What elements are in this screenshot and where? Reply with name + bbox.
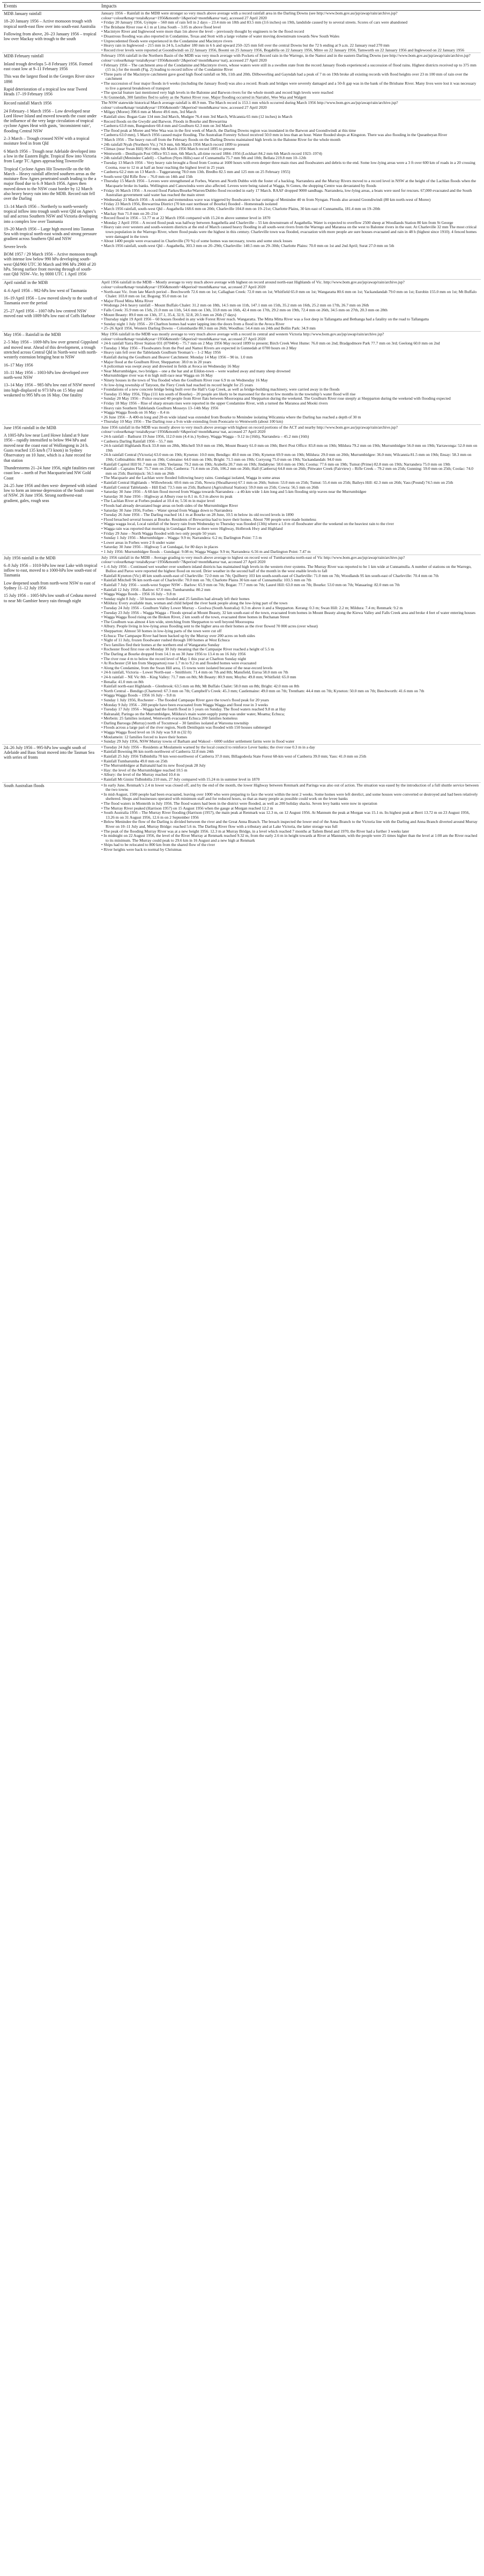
impact-summary: June 1956 rainfall in the MDB was mostly above to very much above average with highest on record portions of the ACT and nearby http://www.bom.gov.au/jsp/awap/rain/archive.jsp?colour=colour&map=totals&year=1956&month=6&period=month&area=nat, accessed 27 April 2020 bbox=[101, 424, 398, 435]
events-cell bbox=[2, 53, 100, 100]
impact-bullet: • 24h rainfall (Menindee Cadell) – Charlton (Nyes Hills) east of Cunnamulla 75.7 mm 9th and 10th; Bellata 219.8 mm 10–12th bbox=[101, 156, 479, 161]
impact-bullet: • Tuesday 23 July 1956 – Wagga Wagga – Floods spread at Mount Beauty, 32 km south-east of the town, evacuated from homes in Mount Beauty along the Kiewa Valley and Falls Creek area and broke 4 feet of water entering houses bbox=[101, 611, 479, 616]
impact-bullet: • Tuesday 1 May 1956 – Floodwaters from the Peel and Namoi Rivers are expected in Gunnedah at 0700 hours on 2 May bbox=[101, 346, 479, 351]
impact-bullet: • 24-h rainfall – NE Vic 8th – King Valley: 71.7 mm on 8th; Mt Beauty: 80.9 mm; Moyhu: 49.8 mm; Whitfield: 65.0 mm bbox=[101, 675, 479, 680]
event-text: 24–25 June 1956 and then west- deepened with inland low to form an intense depression of the South coast of NSW. 26 June 1956. Strong northwest-east gradient, gales, rough seas bbox=[4, 483, 97, 503]
table-row bbox=[2, 11, 481, 53]
impact-bullet: • Wentworth – Deniliquin Post Office 93.5 mm, 6th March, all-time record 1884–1956 (Lockhart 84.2 mm 6th March record 1923–1974) bbox=[101, 152, 479, 156]
impact-bullet: • Hay: the level of the Murrumbidgee reached 10.5 m bbox=[101, 768, 479, 773]
impacts-cell bbox=[100, 424, 481, 555]
impact-bullet: • Wagga Wagga flood rising on the Broken River, 2 km south of the town, evacuated three homes in Buchanan Street bbox=[101, 615, 479, 620]
impact-bullet: • Unprecedented floods were experienced in the Condamine and Macintyre rivers bbox=[101, 39, 479, 44]
impact-bullet: • Tuesday 24 July 1956 – Goulburn Valley Lower Murray – Goolwa (South Australia): 0.3 m above it and a Shepparton. Kerang: 0.3 m; Swan Hill: 2.2 m; Mildura: 7.4 m; Renmark: 9.2 m bbox=[101, 606, 479, 611]
events-cell bbox=[2, 424, 100, 555]
impact-bullet: • The Goulburn was almost 4 km wide, stretching from Shepparton to well beyond Mooroopna bbox=[101, 620, 479, 625]
impact-bullet: • Monday 9 July 1956 – 200 people have been evacuated from Wagga Wagga and flood rose in 3 weeks bbox=[101, 703, 479, 708]
impact-bullet: • Friday 20 January 1956, Gympie – 560 mm of rain fell in 2 days – 23.4 mm on 18th and 83.5 mm (3.6 inches) on 19th, landslide caused by to several streets. Scores of cars were abandoned bbox=[101, 20, 479, 25]
impact-summary: January 1956 – Rainfall in the MDB were stronger so very much above average with a record rainfall area in the Darling Downs (see http://www.bom.gov.au/jsp/awap/rain/archive.jsp?colour=colour&map=totals&year=1956&month=1&period=month&area=nat), accessed 27 April 2020 bbox=[101, 11, 398, 20]
impact-bullet: • At Gunnedah, 300 families fled to safety as the Namoi River rose. Major flooding occurred in Narrabri, Wee Waa and Walgett bbox=[101, 95, 479, 100]
impact-summary: 7 March 1956 – The heavy run-off from the February floods on the Darling Downs maintained high levels in the Balonne River for the whole month bbox=[101, 137, 341, 143]
event-text: 6–8 July 1956 – 1010-hPa low near Lake with tropical inflow to east, moved to a 1000-hPa low south-east of Tasmania bbox=[4, 563, 98, 578]
impact-bullet: • Murrumbidgee river was 4 m high mill-race near Wagga on 16 May bbox=[101, 373, 479, 378]
impact-bullet: • At Rochester (50 km from Shepparton) rose 1.7 m to 9.2 m and flooded homes were evacuated bbox=[101, 661, 479, 666]
impact-bullet: • A policeman was swept away and drowned in fields at Avoca on Wednesday 16 May bbox=[101, 364, 479, 369]
impact-bullet: • 25–26 April 1956, Western Darling Downs – Colombardie 80.3 mm on 26th; Woodhus: 54.4 mm on 24th and Bollin Park: 34.9 mm bbox=[101, 326, 479, 331]
impact-bullet: • Rainfall during the Goulburn and Beaver Catchment: Monday 14 May 1956 – 90 in. 1.0 mm bbox=[101, 355, 479, 360]
impact-bullet: • The flood waters in Monteith in July 1956. The flood waters had been in the district were flooded, as well as 200 holiday shacks. Seven levy banks were now in operation bbox=[101, 802, 479, 806]
impact-bullet: • The river rose 4 m to below the record level of May 1 this year at Charlton Sunday night bbox=[101, 657, 479, 662]
event-text: Low deepened south from north-west NSW to east of Sydney 11–12 July 1956 bbox=[4, 580, 95, 590]
impact-bullet: • Heavy rain Southern Tablelands Goulburn Mosseys 13–14th May 1956 bbox=[101, 406, 479, 411]
impact-bullet: • Night of 11 July, frozen floodwater rushed through 100 homes at West Echuca bbox=[101, 638, 479, 643]
event-text: 25–27 April 1956 – 1007-hPa low centred NSW moved east with 1009-hPa low east of Coffs Harbour bbox=[4, 308, 95, 318]
impact-bullet: • Rainfall Capitol Hill 91.7 mm on 19th; Yeelanna: 79.2 mm on 19th; Arabella 20.7 mm on 19th; Jindabyne: 58.6 mm on 19th; Cooma: 77.6 mm on 19th; Tumut (Prime) 82.8 mm on 19th; Narrandera 75.0 mm on 19th bbox=[101, 462, 479, 467]
impact-bullet: • 1–6 July 1956 – Continued wet weather over southern inland districts has maintained high levels in the western river systems. The Murray River was reported to be 1 km wide at Cunnamulla. A number of stations on the Warrego, Bulloo and Paroo were reported the highest flood on record. Drier weather in the second half of the month in the west enable levels to fall bbox=[101, 565, 479, 574]
impact-bullet: • Macintyre River and Inglewood were more than 1m above the level – previously thought by engineers to be the flood record bbox=[101, 29, 479, 34]
impact-bullet: • Merbein: 25 families isolated, Wentworth evacuated Echuca 200 families homeless bbox=[101, 716, 479, 721]
event-text: Severe levels bbox=[4, 244, 27, 249]
impact-bullet: • Tuesday 24 July 1956 – Residents at Moulamein warned by the local council to reinforce Lever banks; the river rose 0.3 m in a day bbox=[101, 745, 479, 750]
event-text: This was the largest flood in the Georges River since 1898 bbox=[4, 74, 95, 84]
event-text: 13–14 March 1956 – Northerly to north-westerly tropical inflow into trough south west Qld on Agnes’s tail and across Southern NSW and Victoria developing into a complex low over Tasmania bbox=[4, 204, 98, 224]
table-row bbox=[2, 555, 481, 744]
impact-bullet: • In midnight on 22 August 1956, the level of the River Murray at Renmark reached 9.32 m, from the early 2.6 m in height towards at River at Mannum, with the people were 25 times higher than the level at 1:00 am the River reached to its minimum. The Murray could peak to 29.6 km in 16 August and a new high at Renmark bbox=[101, 834, 479, 843]
event-text: South Australian floods bbox=[4, 783, 44, 788]
impact-bullet: • Heavy rain fell over the Tablelands Goulburn Yeoman’s – 1–2 May 1956 bbox=[101, 350, 479, 355]
impact-bullet: • Albury. People living in low-lying areas flooding sent to the higher area on their homes as the river flowed 70 000 acres (over wheat) bbox=[101, 624, 479, 629]
impact-bullet: • The Murrumbidgee at Balranald had its new flood peak 28 July bbox=[101, 763, 479, 768]
impact-summary: May 1956 rainfall in the MDB was mostly average to very much above average with a record in central and western Victoria http://www.bom.gov.au/jsp/awap/rain/archive.jsp?colour=colour&map=totals&year=1956&month=5&period=month&area=nat, accessed 27 April 2020 bbox=[101, 332, 384, 341]
event-text: 13–14 May 1956 – 985-hPa low east of NSW moved into high-displaced to 973 hPa on 15 May and weakened to 995 hPa on 16 May. One fatality bbox=[4, 383, 95, 398]
table-row bbox=[2, 744, 481, 782]
impact-bullet: • Floods had already devastated huge areas on both sides of the Murrumbidgee River bbox=[101, 504, 479, 508]
impact-bullet: • Ships had to be relocated to 800 km from the shared flow of the river bbox=[101, 843, 479, 848]
impact-bullet: • Wodonga 24-h heavy rainfall – Mount Buffalo Chalet: 31.2 mm on 18th, 14.5 mm on 11th, 147.1 mm on 15th, 35.2 mm on 16th, 25.2 mm on 17th, 26.7 mm on 26th bbox=[101, 303, 479, 308]
event-text: 2–3 March – Trough crossed NSW with a tropical moisture feed in from Qld bbox=[4, 136, 90, 146]
impact-bullet: • The Darling at Bourke dropped from 14.1 m on 30 June 1956 to 13.4 m on 16 July 1956 bbox=[101, 652, 479, 657]
impact-bullet: • 24-h rainfall Highlands Rock 33.8 mm on 28th, Mitchell 59.0 mm on 19th, Mount Beauty 61.0 mm on 19th; Berri Post Office: 83.8 mm on 19th; Mildura 79.2 mm on 19th; Murrumbidgee 56.0 mm on 19th; Yarrawonga: 52.0 mm on 19th bbox=[101, 444, 479, 453]
impact-bullet: • Near Murrumbidgee, two bridges – one a the bar and at Eildon-town – were washed away and many sheep drowned bbox=[101, 369, 479, 374]
impact-bullet: • South Australia 1956 – The Murray River flooding (Harrison (1957), the main peak at Renmark was 12.3 m, on 12 August 1956. At Mannum the peak at Morgan was 15.1 m. Its highest peak at Berri 13.72 m on 23 August 1956, 13.26 m on 31 August 1956, 12.6 m on 2 September 1956 bbox=[101, 811, 479, 820]
event-text: Rapid deterioration of a tropical low near Tweed Heads 17–19 February 1956 bbox=[4, 86, 87, 97]
impact-bullet: • At low-lying township of Tatyoon, the Fiery Creek had reached its record height for 25 years bbox=[101, 383, 479, 388]
events-cell bbox=[2, 11, 100, 53]
impact-bullet: • 24-h rainfall, Victoria – Lower North-east – Smithlorn: 71.4 mm on 7th and 8th; Mansfield, Euroa 58.0 mm on 7th bbox=[101, 670, 479, 675]
impact-bullet: • Rainfall Kyneton (Vic) 48 km south-south-east of Charleville: 72.0 mm on 7th; Quilberry 103 km south-south-east of Charleville: 71.0 mm on 7th; Woodlands 95 km south-east of Charleville: 70.4 mm on 7th bbox=[101, 574, 479, 579]
table-body bbox=[2, 11, 481, 852]
impact-bullet: • Tuesday 26 June 1956 – The Darling reached 14.1 m at Bourke on 28 June, 10.5 m below its old record levels in 1890 bbox=[101, 513, 479, 518]
impact-bullet: • March 1956 rainfall, south-west Qld – Augathella 168.6 mm on 20th; Charleville 104.8 mm on 19–21st; Charlotte Plains, 30 km east of Cunnamulla, 181.4 mm on 19–20th bbox=[101, 207, 479, 212]
impact-bullet: • 1 July 1956: Murrumbidgee floods – Gundagai: 9.08 m; Wagga Wagga: 9.9 m; Narrandera: 6.56 m and Darlington Point: 7.47 m bbox=[101, 550, 479, 555]
impact-bullet: • Mount Beauty: 89.0 mm on 13th, 37.1, 35.4, 32.9, 32.8, 20.5 mm on 26th (7 days) bbox=[101, 313, 479, 318]
impact-bullet: • Saturday 30 June 1956 – Highway 5 at Gundagai, for 80 days in places bbox=[101, 545, 479, 550]
event-text: April rainfall in the MDB bbox=[4, 280, 48, 286]
impact-bullet: • Saturday 30 June 1956 – A 60-km flood moved from Wagga towards Narrandera – a 40-km wide 1-km long and 5-km flooding strip waves near the Murrumbidgee bbox=[101, 490, 479, 495]
impacts-cell bbox=[100, 782, 481, 852]
impact-bullet: • Sunday 20 May 1956 – Police rescued 40 people from River flats between Mooroopna and Shepparton during the weekend. The Goulburn River rose steeply at Shepparton during the weekend with flooding expected bbox=[101, 396, 479, 401]
event-text: 15 July 1956 – 1005-hPa low south of Ceduna moved to near Mt Gambier heavy rain through night bbox=[4, 593, 96, 603]
event-text: 16–19 April 1956 – Low moved slowly to the south of Tasmania over the period bbox=[4, 296, 98, 306]
impact-bullet: • Sunday night 8 July – 50 houses were flooded and 25 families had already left their homes bbox=[101, 597, 479, 602]
event-text: A 1005-hPa low near Lord Howe Island at 9 June 1956 – rapidly intensified to below 994 hPa and moved near the coast east of Wollongong in 24 h. Gusts reached 135 km/h (73 knots) in Sydney Observatory on 10 June, which is a June record for that station bbox=[4, 433, 92, 463]
impact-bullet: • North-east Vic. from late March period – Beechworth 72.6 mm on 1st; Callaghan Creek: 72.0 mm on 1st; Whitfield 65.0 mm on 1st; Wangaratta 80.6 mm on 1st; Yackandandah 79.0 mm on 1st; Eurobin 155.0 mm on 1st; Mt Buffalo Chalet: 103.0 mm on 1st; Bogong: 95.0 mm on 1st bbox=[101, 290, 479, 299]
impact-bullet: • Thursday 10 May 1956 – The Darling rose a 9-m wide extending from Pooncarie to Wentworth (about 100 km) bbox=[101, 420, 479, 424]
impacts-cell bbox=[100, 332, 481, 425]
column-header-events: Events bbox=[2, 3, 100, 11]
impact-bullet: • Falls Creek: 35.9 mm on 15th, 21.0 mm on 11th, 54.6 mm on 13th, 33.8 mm on 16th, 42.4 mm on 17th, 29.2 mm on 19th, 72.4 mm on 26th, 34.5 mm on 27th, 20.3 mm on 28th bbox=[101, 308, 479, 313]
impact-bullet: • Tuesday 17 July 1956 – Wagga had the fourth flood in 5 years on Sunday. The flood waters reached 9.8 m at Hay bbox=[101, 707, 479, 712]
impact-bullet: • Two families fled their homes at the northern end of Wangaratta Sunday bbox=[101, 643, 479, 648]
impact-bullet: • Sunday 1 July 1956, Rochester – The flooded Campaspe River gave the town's flood peak for 20 years bbox=[101, 698, 479, 703]
impact-bullet: • Sunday 29 July 1956, NSW Murray towns of Barham and Wakool – 6000 soldier settlement farms were in flood water bbox=[101, 739, 479, 744]
impact-bullet: • Rainfall north-east Highlands – Glenbrook: 63.5 mm on 8th; Mt Buffalo Chalet: 58.0 mm on 8th; Bright: 42.0 mm on 8th bbox=[101, 684, 479, 689]
impact-bullet: • Thursday 15 March 1956 – Levees were strengthened at Forbes, Warren and North Dubbo with the foster of a backlog. Narrandera and the Murray Rivers moved to a record level in NSW at the height of the Lachlan floods when the Macquarie broke its banks. Wellington and Canowindra were also affected. Levees were being raised at Wagga, St Genes, the shopping Centre was devastated by floods bbox=[101, 179, 479, 188]
impact-bullet: • Flood breached several houses at Bourke. Residents of Brewarrina had to leave their homes. About 700 people were made homeless bbox=[101, 518, 479, 522]
impact-summary: July 1956 rainfall in the MDB – Average grading to very much above average to highest on record west of Tumbarumba north-east of Vic http://www.bom.gov.au/jsp/awap/rain/archive.jsp?colour=colour&map=totals&year=1956&month=7&period=month&area=nat, accessed 27 April 2020 bbox=[101, 555, 405, 565]
impact-bullet: • March 1956 rainfall, south-west Qld – Augathella, 303.3 mm on 20–29th; Charleville: 140.5 mm on 29–30th; Charlotte Plains: 70.0 mm on 1st and 2nd April; Surat 27.0 mm on 5th bbox=[101, 244, 479, 249]
impact-bullet: • Heavy rain in Inglewood – 215 mm in 24 h, Lochaber 180 mm in 6 h and upward 250–325 mm fell over the central Downs but the 72 h ending at 9 a.m. 22 January read 270 mm bbox=[101, 43, 479, 48]
impact-bullet: • Rochester flood first rose on Monday 30 July meaning that the Campaspe River reached a height of 5.5 m bbox=[101, 647, 479, 652]
event-text: 16–17 May 1956 bbox=[4, 362, 33, 368]
table-row bbox=[2, 53, 481, 100]
impact-bullet: • In mid-August, 1500 people had been evacuated, leaving over 1000 who were preparing to face the worst within the next 2 weeks. Some homes were left derelict, and some houses were converted or destroyed and had been relatively sheltered. Shops and businesses operated with minimum staff and for reduced hours, so that as many people as possible could work on the levee banks bbox=[101, 792, 479, 802]
impact-bullet: • Record floods on the Gwydir and Barwon. Floods in Bourke and Brewarrina bbox=[101, 119, 479, 124]
event-text: BOM 1957 / 29 March 1956 – Active monsoon trough with intense low below 990 hPa developing south-west Qld/960 UTC 30 March and 996 hPa 2900 of 20 hPa. Strong surface front moving through of south-east Qld/ NSW–Vic. by 0000 UTC 1 April 1956 bbox=[4, 252, 98, 277]
impact-bullet: • Friday 16 March 1956 – A record flood Parkes/Bourke/Warren/Dubbo flood recorded in early 17 March. RAAF dropped 9000 sandbags. Narrandera, low-lying areas, a boats were used for rescues. 67,000 evacuated and the South Australian government said water has reached the main street bbox=[101, 189, 479, 198]
impact-bullet: • Along the Condamine, from the Swan Hill area, 15 towns were isolated because of the near-record levels bbox=[101, 666, 479, 671]
impact-bullet: • Albury: the level of the Murray reached 10.4 m bbox=[101, 773, 479, 777]
impact-bullet: • Moulamein: 12 families forced to leave their homes bbox=[101, 735, 479, 740]
impact-bullet: • Wagga Wagga floods on 16 May – 8.4 m bbox=[101, 410, 479, 415]
event-text: June 1956 rainfall in the MDB bbox=[4, 425, 56, 430]
impact-bullet: • The special feature last mentioned very high levels in the Balonne and Barwon rivers for the whole month and record high levels were reached bbox=[101, 91, 479, 95]
impact-bullet: • Monday 2 April 1956 – A record flood peak was halfway between Augathella and Charleville – 55 km downstream of Augathella. Water is expected to overflow 2500 sheep at Woodlands Station 80 km from St George bbox=[101, 221, 479, 226]
impacts-cell bbox=[100, 280, 481, 332]
impact-bullet: • Climax (near Swan Hill) 90.0 mm, 6th March 1956 March record 1895 to present bbox=[101, 147, 479, 152]
impact-bullet: • Ninety houses in the town of Yea flooded when the Goulburn River rose 6.9 m on Wednesday 16 May bbox=[101, 378, 479, 383]
impact-bullet: • The Brisbane River rose 4.1 m at Lima South – 3.05 m above flood level bbox=[101, 25, 479, 30]
impact-bullet: • Wagga wagga local, Local rainfall of the heavy rain from Wednesday to Thursday was flooded (13th) where a 1.0 m of floodwater after the weekend on the heaviest rain to the river bbox=[101, 522, 479, 527]
table-row bbox=[2, 782, 481, 852]
impact-bullet: • Canberra 62.2 mm on 13 March – Tuggeranong 78.0 mm 13th. Bredbo 82.5 mm and 125 mm on 25 February 1955) bbox=[101, 170, 479, 175]
impact-bullet: • Shepparton: Almost 50 homes in low-lying parts of the town were cut off bbox=[101, 629, 479, 634]
impact-bullet: • February 1956 – The catchment area of the Condamine and Macintyre rivers, whose waters were still in a swollen state from the record January floods experienced a succession of flood rains. Highest districts received up to 375 mm (15 in.) for the month (Fig. 2) leading to record inflow of the Condamine River bbox=[101, 63, 479, 72]
impact-bullet: • Wagga rain was reported that morning in Gundagai River as there were Highway, Holbrook Hwy and Highland bbox=[101, 527, 479, 531]
event-text: Record rainfall March 1956 bbox=[4, 101, 52, 106]
impact-bullet: • The Lachlan River at Forbes peaked at 10.4 m; 5.56 m in major level bbox=[101, 499, 479, 504]
event-text: MDB January rainfall bbox=[4, 11, 42, 16]
impact-bullet: • Balranald; Paringa on the Murrumbidgee, Mildura's main water-supply pump was under water, Moama; Echuca; bbox=[101, 712, 479, 717]
table-header-row bbox=[2, 3, 481, 11]
impact-bullet: • Rainfall 7 July 1956 – south-west Supper NSW – Barlow: 65.9 mm on 7th; Bogan: 77.7 mm on 7th; Laurel Hill: 63.0 mm on 7th; Bourke: 53.0 mm on 7th; Wanaaring: 82.0 mm on 7th bbox=[101, 583, 479, 588]
impact-summary: The NSW statewide historical March average rainfall is 48.9 mm. The March record is 153.1 mm which occurred during March 1956 http://www.bom.gov.au/jsp/awap/rain/archive.jsp?colour=colour&map=totals&year=1956&month=3&period=month&area=nsw, accessed 27 April 2020 bbox=[101, 100, 398, 110]
impact-bullet: • Heavy rain over western and south-western districts at the end of March caused heavy flooding in all south-west rivers from the Warrego and Maranoa on the west to Balonne rivers in the east. At Charleville 32 mm The most critical town population in the Warrego River, where flood peaks were the highest in this century. Charleville town was flooded, evacuation with more people are sure houses evacuated and rain in 48 h (highest since 1910). 4 fenced homes were damaged in the town bbox=[101, 225, 479, 239]
event-text: Inland trough develops 5–8 February 1956. Formed east coast low at 9–11 February 1956 bbox=[4, 61, 93, 71]
impact-bullet: • Friday 29 June – North Wagga flooded with two only people 50 years bbox=[101, 531, 479, 536]
impacts-cell bbox=[100, 53, 481, 100]
event-text: 2–5 May 1956 – 1009-hPa low over general Gippsland and moved near. Ahead of this development, a trough stretched across Central Qld in North-west with north-westerly extension bringing heat to NSW bbox=[4, 340, 98, 360]
impact-bullet: • The succession of four major floods in 6 weeks (including the January flood) was also a record. Roads and bridges were severely damaged and a 50-ft gap was in the bank of the Brisbane River. Many lives were lost it was necessary to live a general breakdown of transport bbox=[101, 81, 479, 91]
events-cell bbox=[2, 555, 100, 744]
impact-bullet: • Tuesday 15 May 1956, Tilpa (111 km south of Bourke) – 20 people are likely to be marooned for the next few months in the township’s water flood will rise bbox=[101, 392, 479, 397]
table-row bbox=[2, 424, 481, 555]
impact-bullet: • Rainfall Mt Ginini Tidbinbilla 210 mm, 27 July compared with 15.24 m in summer level in 1870 bbox=[101, 777, 479, 782]
impact-bullet: • Rainfall Central Tablelands – Hill End: 73.5 mm on 25th; Bathurst (Agricultural Station): 59.0 mm on 25th; Cowra: 56.5 mm on 26th bbox=[101, 485, 479, 490]
event-text: Tropical Cyclone Agnes Hit Townsville on the 6th March – Heavy rainfall affected southern areas as the moisture flow Agnes penetrated south leading to the a major flood due to 6–9 March 1956. Agnes then moved down to the NSW coast border by 12 March also heavy heavy rain into the MDB. Record rain fell over the Darling bbox=[4, 166, 96, 201]
impact-bullet: • Thursday night 19 April 1956 – 60 houses flooded in any wide Forest River reach. Wangaratta. The Mitta Mitta River was a foot deep in Tallangatta and Bethanga had a fatality on the road to Tallangatta bbox=[101, 317, 479, 322]
events-cell bbox=[2, 332, 100, 425]
impact-bullet: • Major Flood Mitta Mitta River bbox=[101, 299, 479, 304]
impact-bullet: • Floods across a large part of the river region, North Deniliquin was flooded with 150 houses submerged bbox=[101, 725, 479, 730]
impact-bullet: • Wagga Wagga floods – 1956 16 July – 9.8 m bbox=[101, 592, 479, 597]
event-text: 18–20 January 1956 – Active monsoon trough with tropical north-east flow over into south-east Australia bbox=[4, 19, 96, 29]
column-header-impacts: Impacts bbox=[100, 3, 481, 11]
impact-bullet: • Three parts of the Macintyre catchment gave good high flood rainfall on 9th, 11th and 20th. Dilbowerling and Gayndah had a peak of 7 m on 19th broke all existing records with flood heights over 23 m 100 mm of rain over the catchment bbox=[101, 72, 479, 81]
impact-summary: February 1956 rainfall in the Northern Basin of the MDB was very much average with Pockets of Record rain in the Warrego, in the Namoi and in the eastern Darling Downs (see http://www.bom.gov.au/jsp/awap/rain/archive.jsp?colour=colour&map=totals&year=1956&month=2&period=month&area=nat), accessed 27 April 2020 bbox=[101, 53, 471, 63]
event-text: 19–20 March 1956 – Large high moved into Tasman Sea with tropical north-east winds and strong pressure gradient across Southern Qld and NSW bbox=[4, 226, 97, 242]
table-row bbox=[2, 280, 481, 332]
impact-bullet: • Sunday night 1 July 1956 – 20 Charlton homes had water lapping into the doors from a flood in the Avoca River bbox=[101, 322, 479, 327]
impact-bullet: • The flood peak at Moree and Wee Waa was in the first week of March, the Darling Downs region was inundated in the Barwon and Goondiwindi at this time bbox=[101, 129, 479, 133]
impact-summary: April 1956 rainfall in the MDB – Mostly average to very much above average with highest on record around north-east Highlands of Vic. http://www.bom.gov.au/jsp/awap/rain/archive.jsp?colour=colour&map=totals&year=1956&month=4&period=month&area=nat, accessed 27 April 2020 bbox=[101, 280, 405, 290]
impact-bullet: • 24-h rainfall Yarra River Station 031 (070404) – 75.7 mm on 2 May 1956 May record 1899 to present; Birch Creek West Hume: 76.0 mm on 2nd; Bradgodmore Park 77.7 mm on 3rd; Geelong 60.0 mm on 2nd bbox=[101, 341, 479, 346]
impact-bullet: • In early June, Renmark’s 2.4 m lower was closed off, and by the end of the month, the lower Highway between Renmark and Paringa was also out of action. The situation was eased by the introduction of a full shuttle service between the two towns bbox=[101, 783, 479, 792]
events-cell bbox=[2, 744, 100, 782]
impact-bullet: • Sunday 1 July 1956 – Murrumbidgee – Wagga: 9.9 m; Narrandera: 6.2 m; Darlington Point: 7.5 m bbox=[101, 536, 479, 541]
impact-bullet: • Mackay Sun 71.0 mm on 20–21st bbox=[101, 212, 479, 216]
impact-bullet: • 26 June 1956 – A 400-m long and 20-m wide island was extended from Bourke to Menindee isolating Wilcannia where the Darling has reached a depth of 30 m bbox=[101, 415, 479, 420]
impact-bullet: • Rainfall – Captains Flat: 75.7 mm on 25th; Canberra: 71.4 mm on 25th, 106.2 mm on 26th; Hall (Canberra) 64.8 mm on 26th; Pittwater Creek (Fairview) – Rifle Creek – 79.2 mm on 25th; Gunning: 59.0 mm on 25th; Coolac: 74.0 mm on 25th; Burrinjuck: 56.5 mm on 26th bbox=[101, 467, 479, 476]
impact-bullet: • Rainfall 25 July 1956 Tidbinbilla 70 km west-northwest of Canberra 37.0 mm; Billagodeola State Forest 68-km west of Canberra 39.0 mm; Yass: 41.0 mm on 25th bbox=[101, 754, 479, 759]
impact-bullet: • Canberra 63.0 mm), 5 March 1956 caused major flooding. The Australian Forestry School received 50.0 mm in less than an hour. Water flooded shops at Kingston. There was also flooding in the Queanbeyan River bbox=[101, 133, 479, 138]
impact-bullet: • Canberra Darling Rainfall 1956 – 55.7 mm bbox=[101, 439, 479, 444]
impact-bullet: • Saturday 30 June 1956, Forbes – Water spread from Wagga down to Narrandera bbox=[101, 508, 479, 513]
event-text: 10–11 May 1956 – 1003-hPa low developed over north-west NSW bbox=[4, 370, 89, 380]
impacts-cell bbox=[100, 100, 481, 280]
flood-events-table bbox=[2, 2, 481, 852]
impact-bullet: • About 1400 people were evacuated in Charleville (70 %) of some homes was necessary, towns and some stock losses bbox=[101, 239, 479, 244]
impact-bullet: • Rainfall sites: Bogan Gate 134 mm 2nd March, Mudgee 76.4 mm 3rd March, Wilcannia 65 mm (12 inches) in March bbox=[101, 115, 479, 119]
impact-bullet: • Rainfall Bowning 86 km north-northwest of Canberra 32.8 mm 24th bbox=[101, 750, 479, 754]
impact-bullet: • Major flood at the Goulburn River, Shepparton: 38.0 m in 20 years bbox=[101, 360, 479, 365]
impact-bullet: • Lower areas in Forbes were 2 ft under water bbox=[101, 541, 479, 545]
impacts-cell bbox=[100, 11, 481, 53]
event-text: MDB February rainfall bbox=[4, 54, 44, 59]
impacts-cell bbox=[100, 555, 481, 744]
impact-bullet: • Below Menindee the flow of the Darling is divided between the river and the Great Anna Branch. The breach inspected the lower end of the Anna Branch to the Victoria line with the Darling and Anna Branch diverted around Murray River on 10–11 July and, Murray Bridge: reached 5.6 m. The Darling River flow with a tributary and at Lake Victoria, the latter storage was full bbox=[101, 820, 479, 829]
events-cell bbox=[2, 100, 100, 280]
impact-bullet: • Rainfall Mitchell 96 km north-east of Charleville: 70.0 mm on 7th; Charlotte Plains 30 km east of Cunnamulla: 103.5 mm on 7th bbox=[101, 578, 479, 583]
impact-bullet: • Tuesday 13 March 1956 – Very heavy rain brought a flood from Cooma at 1600 hours with even deeper three main rises and floodwaters and debris to the end. Some low-lying areas were a 3 ft over 600 km of roads in a 20 crossing Cooma, rose to 12 m at half an hour reaching the highest level in 25 years bbox=[101, 161, 479, 170]
event-text: 24 February–1 March 1956 – Low developed near Lord Howe Island and moved towards the coast under the influence of the very large circulation of tropical cyclone Agnes Heat with gusts, ‘inconsistent rain’, flooding Central NSW bbox=[4, 108, 97, 133]
impact-bullet: • The Macquarie and the Lachlan were flooded following heavy rains. Gundagai isolated, Wagga in some areas bbox=[101, 476, 479, 481]
impact-bullet: • 24h rainfall Nyah (Northern Vic.) 74.9 mm, 6th March 1956 March record 1899 to present bbox=[101, 143, 479, 147]
impacts-cell bbox=[100, 744, 481, 782]
impact-bullet: • Disastrous flooding was also reported in Condamine, Texas and Stott with a large volume of water moving downstream towards New South Wales bbox=[101, 34, 479, 39]
impact-bullet: • Echuca: The Campaspe River had been backed up by the Murray over 200 acres on both sides bbox=[101, 634, 479, 639]
event-text: 4–6 April 1956 – 982-hPa low west of Tasmania bbox=[4, 288, 87, 293]
impact-bullet: • Wagga Wagga flood level on 16 July was 9.8 m (32 ft) bbox=[101, 730, 479, 735]
impact-bullet: • North Central – Bendigo (Chartered: 67.3 mm on 7th; Campbell’s Creek: 45.3 mm; Castlemaine: 49.0 mm on 7th; Trentham: 44.4 mm on 7th; Kyneton: 50.0 mm on 7th; Beechworth: 41.6 mm on 7th bbox=[101, 689, 479, 694]
impact-bullet: • Saturday 30 June 1956 – Highway at Albury rose to 8.1 m. 0.3 m above its peak bbox=[101, 495, 479, 499]
event-text: Thunderstorms 21–24 June 1956, night fatalities east coast low – north of Port Macquarie/and NW Gold Coast bbox=[4, 465, 95, 481]
impact-bullet: • 24-h rainfall Central (Victoria) 63.0 mm on 19th; Kyneton: 10.0 mm; Bendigo: 40.0 mm on 19th; Kyneton 69.9 mm on 19th; Mildura: 29.0 mm on 20th; Murrumbidgee: 36.0 mm; Wilcannia 81.5 mm on 19th; Ensay: 58.3 mm on 19th; Colbinabbin: 80.0 mm on 19th; Coleraine: 64.0 mm on 19th; Bright: 71.5 mm on 19th; Corryong 75.0 mm on 19th; Yackandandah: 94.0 mm bbox=[101, 453, 479, 462]
event-text: July 1956 rainfall in the MDB bbox=[4, 555, 56, 560]
impact-bullet: • Mildura: Every available man, woman and child helped the river bank people along the low-lying part of the town bbox=[101, 601, 479, 606]
impact-bullet: • Rainfall 12 July 1956 – Batlow: 67.0 mm; Tumbarumba: 80.2 mm bbox=[101, 588, 479, 593]
impact-bullet: • Wagga Wagga floods – 1956 16 July – 9.8 m bbox=[101, 693, 479, 698]
event-text: May 1956 – Rainfall in the MDB bbox=[4, 332, 61, 338]
impact-bullet: • Friday 18 May 1956 – Rise of sharp stream rises were reported in the upper Condamine River, with a turned the Maranoa and Mooki rivers bbox=[101, 401, 479, 406]
impact-bullet: • River heights were back to normal by Christmas bbox=[101, 848, 479, 852]
impact-bullet: • Friday 23 March 1956, Brewarrina District (70 km east northeast of Bourke) flooded – Homesteads isolated bbox=[101, 202, 479, 207]
table-row bbox=[2, 332, 481, 425]
impact-bullet: • Wednesday 21 March 1956 – A solemn and tremendous wave was triggered by floodwaters in bar cuttings of Menindee 40 m from Nyngan. Floods also around Goondiwindi (80 km north-west of Moree) bbox=[101, 198, 479, 203]
impact-bullet: • Record flood in 1956 – 53.77 m at 22 March 1956 compared with 15.24 m above summer level in 1870 bbox=[101, 216, 479, 221]
events-cell bbox=[2, 782, 100, 852]
impact-bullet: • Rainfall Tumbarumba 49.0 mm on 25th bbox=[101, 759, 479, 764]
impact-bullet: • Record river levels were reported at Goondiwindi on 22 January 1956, Boomi on 25 January 1956, Bogabilla on 22 January 1956, Mitre on 22 January 1956, Tamworth on 22 January 1956 and Inglewood on 22 January 1956 bbox=[101, 48, 479, 53]
event-text: Following from above, 20–23 January 1956 – tropical low over Mackay with trough to the south bbox=[4, 31, 96, 42]
impact-bullet: • The Murray River peaked (Harrison 1957) on 15 August 1956 when the gauge at Morgan reached 12.2 m bbox=[101, 806, 479, 811]
table-row bbox=[2, 100, 481, 280]
impact-bullet: • Milgay (Moree) 398.6 mm at Moree 49.6 mm, 3rd March bbox=[101, 110, 479, 115]
impact-bullet: • South-west Qld Rifle flow – 76.0 mm on 14th and 15th bbox=[101, 175, 479, 179]
impact-bullet: • Rainfall Central Highlands – Willowbrook: 69.6 mm on 25th, Nowra (Shoalhaven) 67.1 mm on 26th; Sutton: 53.0 mm on 25th; Tumut: 55.4 mm on 25th; Baileys Hill: 42.3 mm on 26th; Yass (Pound) 74.5 mm on 25th bbox=[101, 481, 479, 485]
impact-bullet: • 24-h rainfall – Bathurst 19 June 1956, 112.0 mm (4.4 in.) Sydney, Wagga Wagga – 9.12 in (16th), Narrandera – 45.2 mm (16th) bbox=[101, 435, 479, 439]
impact-bullet: • Darling Barooga (Murray) north of Tocumwal – 30 families isolated at Waroona township bbox=[101, 721, 479, 726]
impact-bullet: • Foundations of a new concrete bridge being built over the Hall’s Gap Creek, as well as bridge-building machinery, were carried away in the floods bbox=[101, 387, 479, 392]
impact-bullet: • Canberra 63.8 mm, Bungendore 60.4 mm and Goulburn 62.3 mm on 3rd March bbox=[101, 124, 479, 129]
impact-bullet: • Benalla: 41.0 mm on 8th bbox=[101, 680, 479, 685]
impact-bullet: • The peak of the flooding Murray River was at a new height 1956. 12.3 m at Murray Bridge, in a level which reached 7 months at Tailem Bend and 1970, the River had a further 3 weeks later bbox=[101, 829, 479, 834]
event-text: 6 March 1956 – Trough near Adelaide developed into a low in the Eastern Bight. Tropical flow into Victoria from Large TC Agnes approaching Townsville bbox=[4, 148, 96, 164]
events-cell bbox=[2, 280, 100, 332]
event-text: 24–26 July 1956 – 995-hPa low sought south of Adelaide and Bass Strait moved into the Tasman Sea with series of fronts bbox=[4, 745, 95, 760]
